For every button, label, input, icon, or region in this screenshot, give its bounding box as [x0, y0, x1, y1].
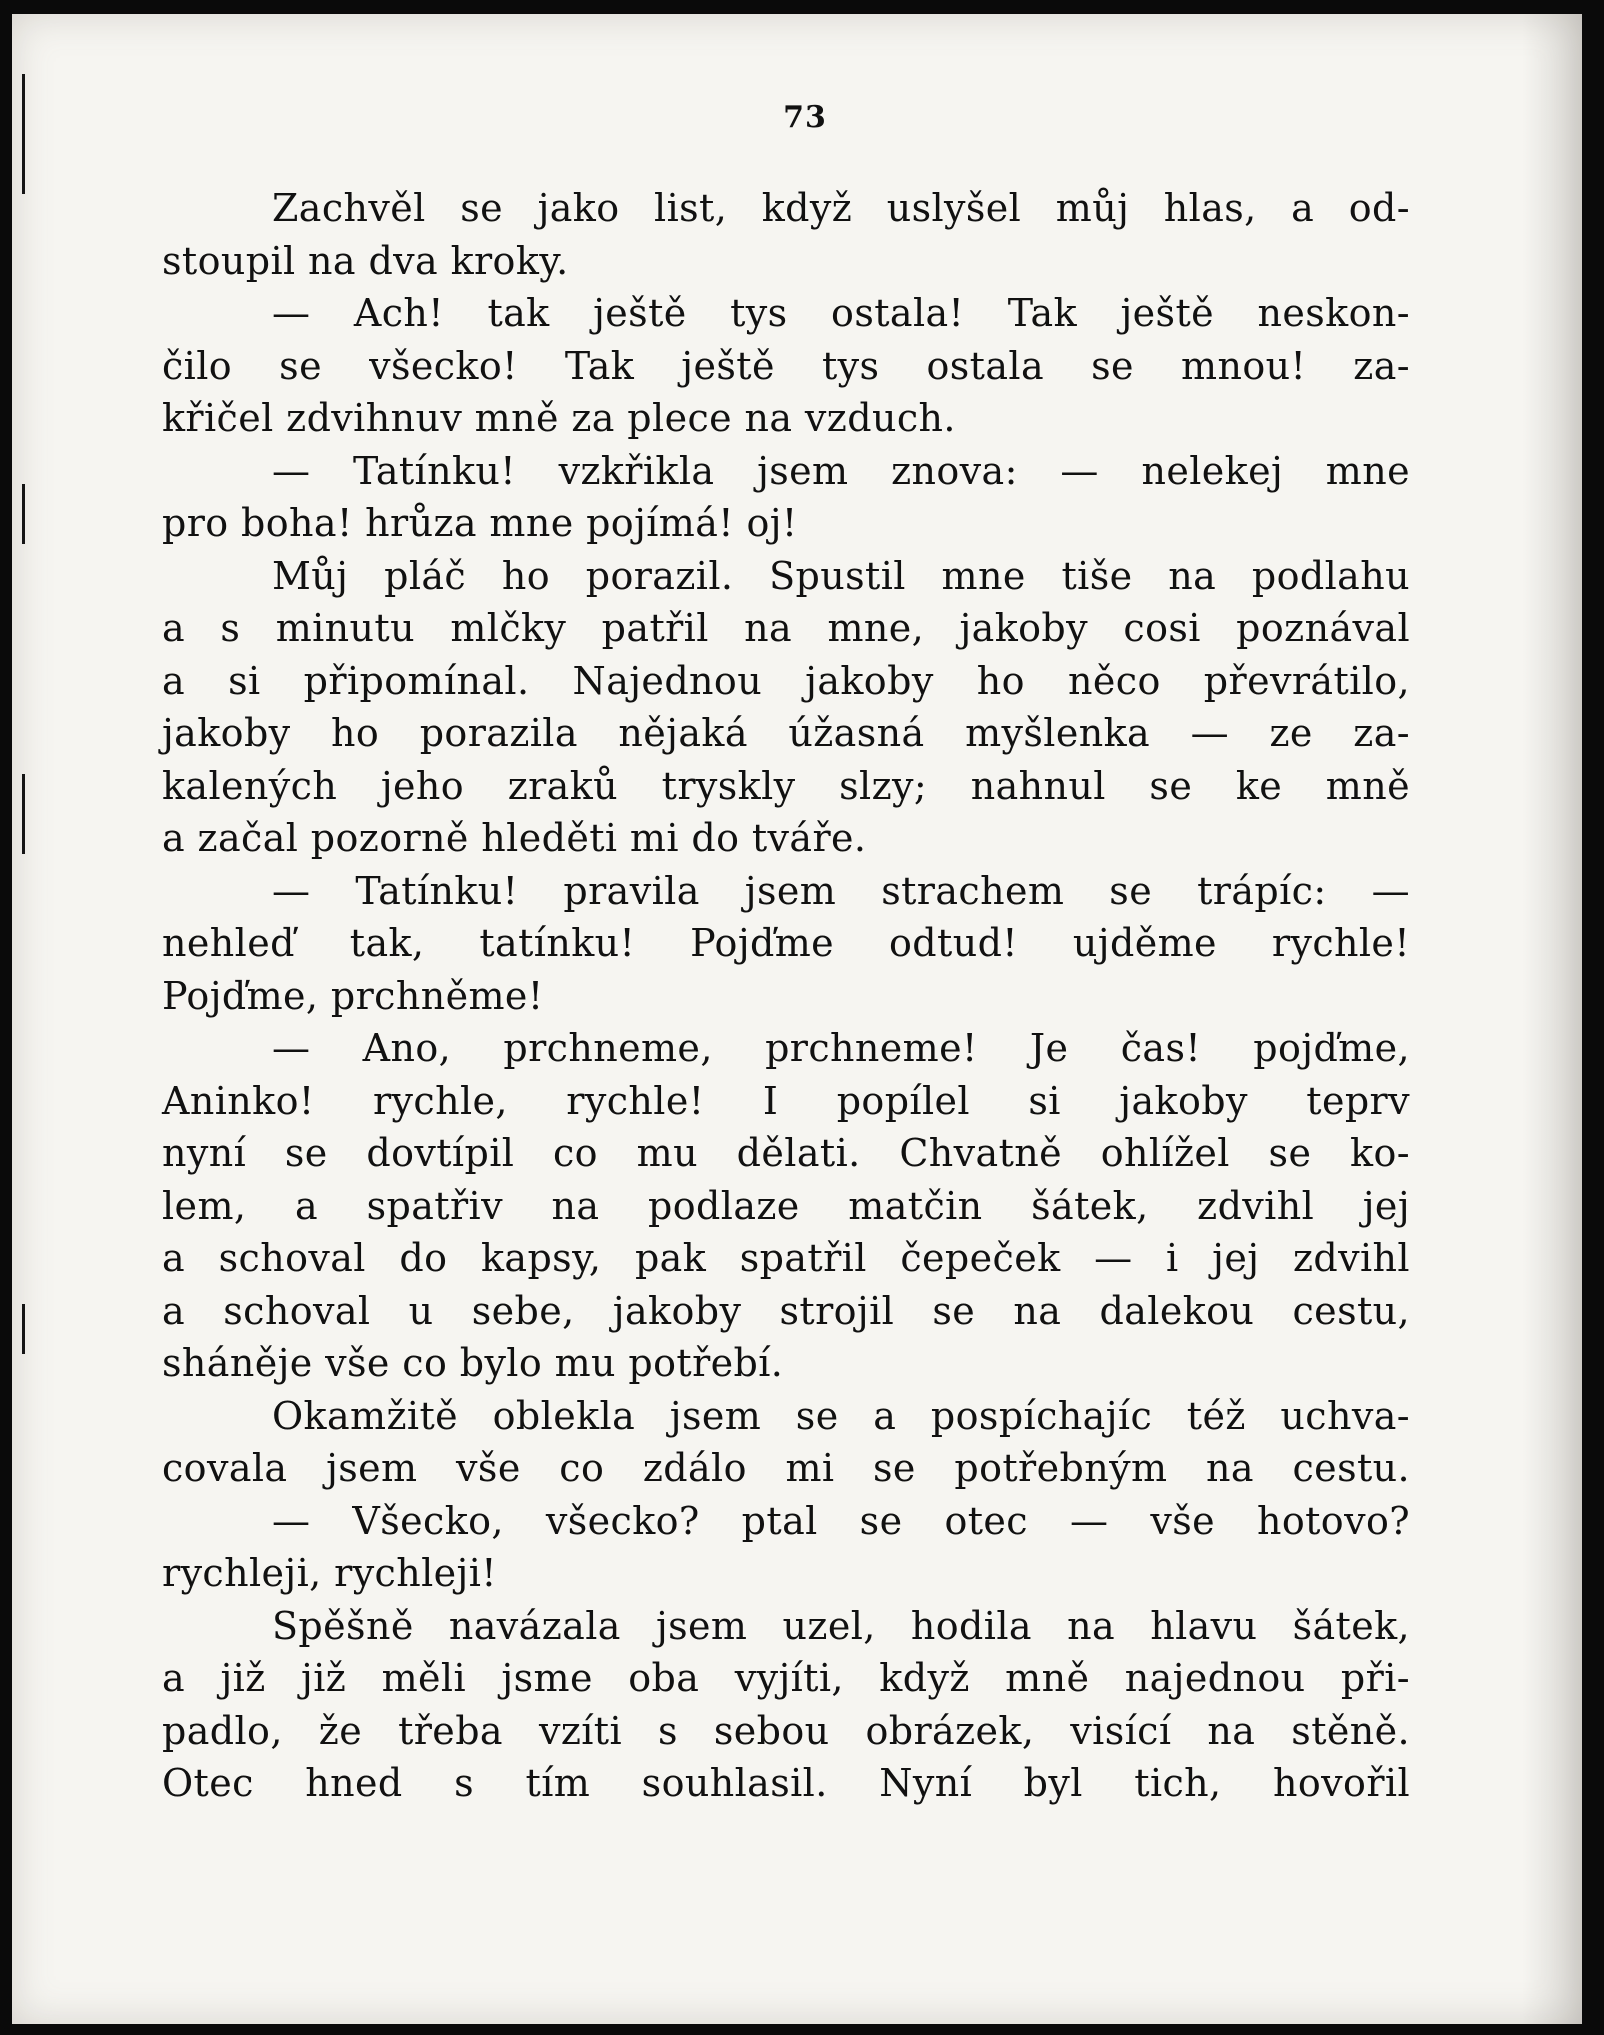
text-line: Pojďme, prchněme! [162, 973, 544, 1018]
text-line: Aninko! rychle, rychle! I popílel si jakoby teprv [162, 1078, 1410, 1123]
page-edge-shadow [1522, 14, 1582, 2024]
text-line: Otec hned s tím souhlasil. Nyní byl tich, hovořil [162, 1761, 1410, 1805]
text-line: padlo, že třeba vzíti s sebou obrázek, visící na stěně. [162, 1708, 1410, 1753]
spine-mark [22, 774, 25, 854]
text-line: lem, a spatřiv na podlaze matčin šátek, zdvihl jej [162, 1183, 1410, 1228]
text-line: jakoby ho porazila nějaká úžasná myšlenka — ze za- [162, 711, 1410, 755]
page-number: 73 [783, 100, 827, 135]
text-line: nyní se dovtípil co mu dělati. Chvatně ohlížel se ko- [162, 1131, 1410, 1175]
text-line: a již již měli jsme oba vyjíti, když mně najednou při- [162, 1656, 1410, 1700]
text-line: stoupil na dva kroky. [162, 238, 569, 283]
text-line: — Ano, prchneme, prchneme! Je čas! pojďme, [272, 1026, 1410, 1070]
text-line: — Tatínku! vzkřikla jsem znova: — nelekej mne [272, 448, 1410, 493]
text-line: a schoval u sebe, jakoby strojil se na dalekou cestu, [162, 1288, 1410, 1333]
text-line: Můj pláč ho porazil. Spustil mne tiše na podlahu [272, 553, 1410, 598]
text-line: kalených jeho zraků tryskly slzy; nahnul se ke mně [162, 763, 1410, 808]
text-line: čilo se všecko! Tak ještě tys ostala se mnou! za- [162, 343, 1410, 388]
text-line: pro boha! hrůza mne pojímá! oj! [162, 501, 798, 545]
text-line: — Tatínku! pravila jsem strachem se trápíc: — [272, 868, 1410, 913]
text-line: covala jsem vše co zdálo mi se potřebným na cestu. [162, 1446, 1410, 1490]
text-line: nehleď tak, tatínku! Pojďme odtud! ujděme rychle! [162, 921, 1410, 965]
spine-mark [22, 1304, 25, 1354]
text-line: — Všecko, všecko? ptal se otec — vše hotovo? [272, 1498, 1410, 1543]
text-line: a začal pozorně hleděti mi do tváře. [162, 816, 867, 860]
text-line: Okamžitě oblekla jsem se a pospíchajíc též uchva- [272, 1393, 1410, 1438]
text-line: Zachvěl se jako list, když uslyšel můj hlas, a od- [272, 186, 1410, 230]
book-page [12, 14, 1582, 2024]
spine-mark [22, 484, 25, 544]
text-line: rychleji, rychleji! [162, 1551, 497, 1595]
text-line: a schoval do kapsy, pak spatřil čepeček — i jej zdvihl [162, 1236, 1410, 1280]
text-line: Spěšně navázala jsem uzel, hodila na hlavu šátek, [272, 1603, 1410, 1648]
text-line: a s minutu mlčky patřil na mne, jakoby cosi poznával [162, 606, 1410, 650]
text-line: — Ach! tak ještě tys ostala! Tak ještě neskon- [272, 291, 1410, 335]
text-line: a si připomínal. Najednou jakoby ho něco převrátilo, [162, 658, 1410, 703]
body-text [162, 182, 1410, 1810]
text-line: křičel zdvihnuv mně za plece na vzduch. [162, 396, 956, 440]
text-line: sháněje vše co bylo mu potřebí. [162, 1341, 784, 1385]
